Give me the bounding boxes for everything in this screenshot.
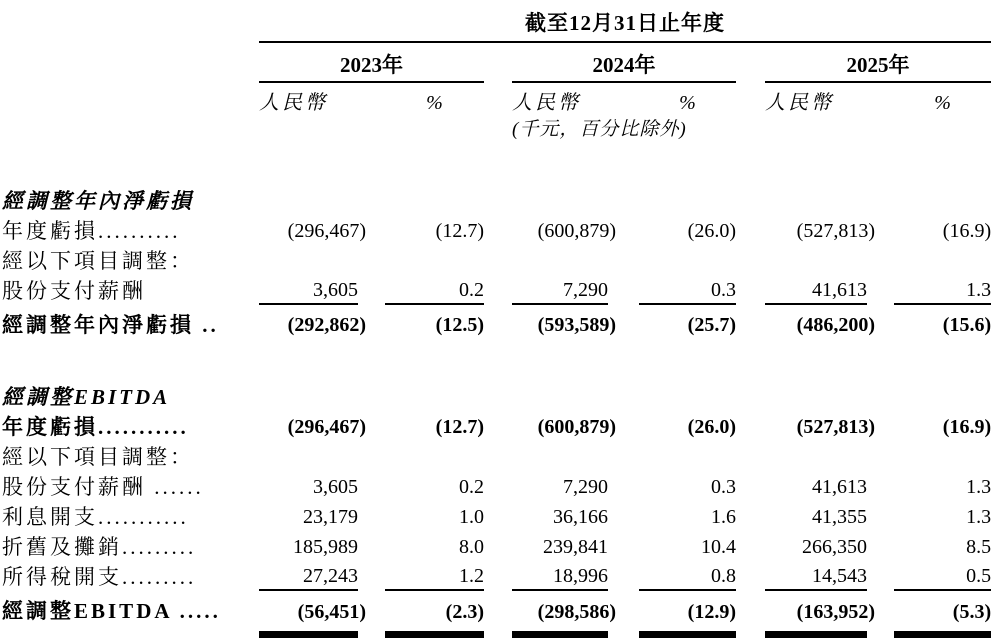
value-text: (600,879) [537,220,616,242]
cell-value [512,304,616,338]
value-text: (26.0) [687,416,736,439]
value-text: 41,613 [812,279,867,301]
cell-value [512,560,608,590]
column-gap [484,590,512,624]
spacer-cell [385,116,484,142]
percent-header-2025: % [934,92,951,115]
section-header: 經調整年內淨虧損 [2,188,194,213]
value-text: (292,862) [287,314,366,337]
double-rule [259,631,358,638]
cell-value [385,470,484,500]
cell-value [259,410,366,440]
cell-value [259,440,358,470]
cell-value [894,274,991,304]
value-text: (163,952) [796,600,875,623]
value-text: (5.3) [952,600,992,623]
spacer-cell [867,116,894,142]
double-rule [385,631,484,638]
cell-value [765,440,867,470]
cell-value [639,244,736,274]
cell-value [385,274,484,304]
column-gap [867,244,894,274]
table-row [2,590,991,624]
value-text: 239,841 [543,536,608,559]
value-text: 1.3 [966,506,992,529]
column-gap [358,530,385,560]
column-gap [608,560,639,590]
cell-value [639,410,736,440]
value-text: 18,996 [553,565,608,588]
cell-value [385,590,484,624]
spacer-cell [484,82,512,116]
year-row [2,42,991,82]
cell-value [385,214,484,244]
row-label: 年度虧損.......... [2,218,181,243]
cell-value [765,470,867,500]
rule-cell [894,625,991,638]
cell-value [385,304,484,338]
currency-header-2025: 人民幣 [765,92,834,115]
cell-value [765,214,875,244]
spacer-cell [2,42,259,82]
value-text: 0.8 [711,565,736,588]
table-row [2,500,991,530]
spacer-cell [736,82,765,116]
cell-value [765,274,867,304]
rule-cell [639,625,736,638]
column-gap [484,214,512,244]
column-gap [484,410,512,440]
column-gap [608,530,639,560]
value-text: 266,350 [802,536,867,559]
year-header-2025: 2025年 [765,42,991,82]
title-row [2,6,991,42]
cell-value [639,440,736,470]
period-header: 截至12月31日止年度 [259,6,991,42]
column-gap [358,625,385,638]
cell-value [894,500,991,530]
table-row [2,530,991,560]
cell-value [765,244,867,274]
cell-value [894,440,991,470]
rule-cell [512,625,608,638]
column-gap [608,470,639,500]
cell-value [385,410,484,440]
row-label: 所得稅開支......... [2,565,197,589]
spacer-cell [2,116,259,142]
row-label: 股份支付薪酬 ...... [2,475,204,499]
table-row [2,440,991,470]
value-text: (12.9) [687,600,736,623]
column-gap [736,500,765,530]
cell-value [894,560,991,590]
column-gap [484,440,512,470]
cell-value [512,410,616,440]
column-gap [484,244,512,274]
value-text: 1.6 [711,506,736,529]
cell-value [765,410,875,440]
table-row [2,410,991,440]
cell-value [765,304,875,338]
column-gap [608,440,639,470]
row-label: 股份支付薪酬 [2,278,146,303]
value-text: (12.5) [435,314,484,337]
spacer-cell [259,116,358,142]
rule-cell [385,625,484,638]
column-gap [608,244,639,274]
cell-value [639,470,736,500]
cell-value [639,214,736,244]
value-text: 41,613 [812,476,867,499]
spacer-cell [765,116,867,142]
value-text: (26.0) [687,220,736,242]
value-text: 23,179 [303,506,358,529]
value-text: 0.3 [711,476,736,499]
value-text: 1.2 [459,565,484,588]
spacer-cell [484,116,512,142]
column-gap [867,530,894,560]
unit-note-row [2,116,991,142]
table-row [2,244,991,274]
cell-value [385,500,484,530]
cell-value [512,590,616,624]
cell-value [639,590,736,624]
value-text: 185,989 [293,536,358,559]
cell-value [894,214,991,244]
value-text: 10.4 [701,536,736,559]
column-gap [484,470,512,500]
value-text: (486,200) [796,314,875,337]
spacer-cell [2,6,259,42]
value-text: 0.2 [459,279,484,301]
value-text: 7,290 [563,279,608,301]
value-text: 36,166 [553,506,608,529]
column-gap [736,274,765,304]
value-text: 1.3 [966,279,992,301]
value-text: 3,605 [313,279,358,301]
value-text: (298,586) [537,600,616,623]
column-gap [608,625,639,638]
column-gap [736,530,765,560]
cell-value [512,500,608,530]
row-label: 經調整年內淨虧損 .. [2,313,219,337]
section-header-row [2,376,991,410]
value-text: (12.7) [435,416,484,439]
column-gap [867,625,894,638]
column-gap [358,470,385,500]
value-text: 1.0 [459,506,484,529]
currency-header-2023: 人民幣 [259,92,328,115]
cell-value [639,274,736,304]
cell-value [259,244,358,274]
double-rule [894,631,991,638]
column-gap [736,440,765,470]
cell-value [894,244,991,274]
row-label: 經以下項目調整： [2,445,194,469]
spacer-cell [867,82,894,116]
cell-value [512,274,608,304]
value-text: (527,813) [796,220,875,242]
value-text: 0.2 [459,476,484,499]
value-text: 27,243 [303,565,358,588]
table-row [2,274,991,304]
column-gap [867,470,894,500]
percent-header-2024: % [679,92,696,115]
cell-value [639,500,736,530]
row-label: 經調整EBITDA ..... [2,599,221,624]
column-gap [736,625,765,638]
spacer-cell [736,42,765,82]
unit-note: (千元，百分比除外) [512,119,687,141]
column-gap [736,590,765,624]
spacer-cell [484,42,512,82]
column-gap [484,274,512,304]
cell-value [765,530,867,560]
spacer-cell [2,625,259,638]
cell-value [765,590,875,624]
cell-value [385,560,484,590]
cell-value [259,560,358,590]
column-gap [736,304,765,338]
column-gap [736,214,765,244]
section-header-row [2,180,991,214]
column-gap [608,500,639,530]
cell-value [512,470,608,500]
value-text: (56,451) [297,600,366,623]
value-text: (600,879) [537,416,616,439]
cell-value [385,244,484,274]
value-text: (25.7) [687,314,736,337]
year-header-2024: 2024年 [512,42,736,82]
cell-value [639,304,736,338]
value-text: (15.6) [942,314,992,337]
row-label: 經以下項目調整： [2,248,194,273]
section-spacer [2,338,991,376]
value-text: 1.3 [966,476,992,499]
row-label: 折舊及攤銷......... [2,535,197,559]
table-row [2,214,991,244]
column-gap [736,470,765,500]
section-header: 經調整EBITDA [2,385,171,409]
value-text: 14,543 [812,565,867,588]
value-text: (296,467) [287,220,366,242]
cell-value [512,214,616,244]
spacer-cell [2,338,991,376]
financial-table [2,6,991,638]
cell-value [259,274,358,304]
cell-value [639,560,736,590]
value-text: (12.7) [435,220,484,242]
column-gap [358,274,385,304]
column-gap [736,244,765,274]
cell-value [894,410,991,440]
section-spacer [2,142,991,180]
value-text: 0.3 [711,279,736,301]
value-text: 8.0 [459,536,484,559]
column-gap [484,304,512,338]
value-text: (2.3) [445,600,484,623]
column-gap [484,560,512,590]
final-rule-row [2,625,991,638]
cell-value [259,590,366,624]
cell-value [894,530,991,560]
column-gap [867,440,894,470]
double-rule [512,631,608,638]
column-gap [358,440,385,470]
cell-value [894,304,991,338]
cell-value [259,530,358,560]
rule-cell [765,625,867,638]
cell-value [894,470,991,500]
cell-value [894,590,991,624]
spacer-cell [608,82,639,116]
value-text: 7,290 [563,476,608,499]
year-header-2023: 2023年 [259,42,484,82]
cell-value [512,530,608,560]
cell-value [385,440,484,470]
column-gap [358,560,385,590]
table-row [2,470,991,500]
cell-value [259,500,358,530]
column-gap [484,530,512,560]
column-gap [867,560,894,590]
column-gap [867,274,894,304]
cell-value [512,440,608,470]
column-gap [867,500,894,530]
value-text: (16.9) [942,220,992,242]
value-text: 0.5 [966,565,992,588]
column-gap [608,274,639,304]
double-rule [765,631,867,638]
cell-value [639,530,736,560]
table-row [2,304,991,338]
cell-value [259,304,366,338]
double-rule [639,631,736,638]
spacer-cell [2,142,991,180]
value-text: (527,813) [796,416,875,439]
cell-value [385,530,484,560]
spacer-cell [358,82,385,116]
value-text: (296,467) [287,416,366,439]
cell-value [512,244,608,274]
value-text: (593,589) [537,314,616,337]
column-gap [358,500,385,530]
spacer-cell [2,82,259,116]
spacer-cell [358,116,385,142]
cell-value [259,214,366,244]
value-text: (16.9) [942,416,992,439]
rule-cell [259,625,358,638]
column-gap [484,625,512,638]
column-header-row [2,82,991,116]
currency-header-2024: 人民幣 [512,92,581,115]
spacer-cell [736,116,765,142]
value-text: 8.5 [966,536,992,559]
value-text: 41,355 [812,506,867,529]
percent-header-2023: % [426,92,443,115]
column-gap [736,410,765,440]
row-label: 利息開支........... [2,505,189,529]
cell-value [259,470,358,500]
column-gap [358,244,385,274]
column-gap [736,560,765,590]
column-gap [484,500,512,530]
value-text: 3,605 [313,476,358,499]
spacer-cell [894,116,991,142]
cell-value [765,560,867,590]
row-label: 年度虧損........... [2,415,189,439]
table-row [2,560,991,590]
cell-value [765,500,867,530]
